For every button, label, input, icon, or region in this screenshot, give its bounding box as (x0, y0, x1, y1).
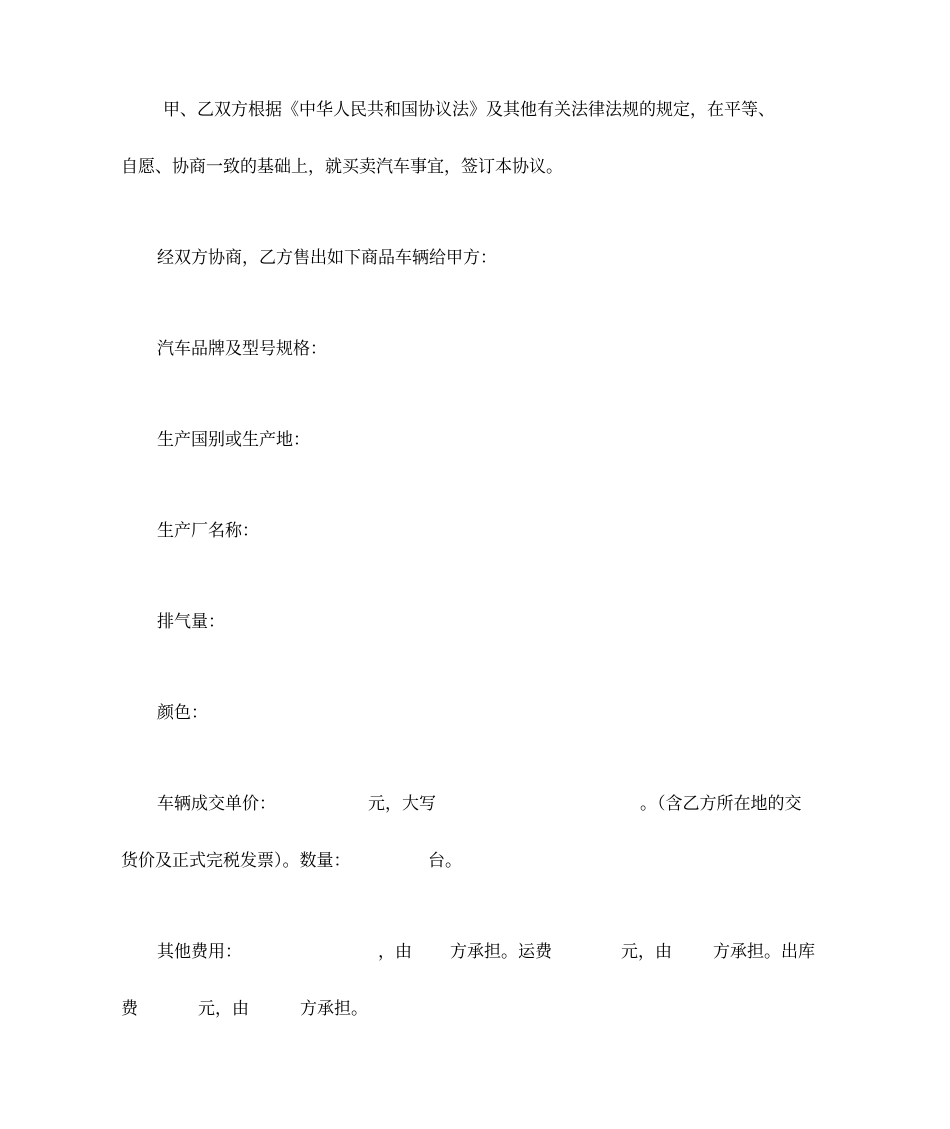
price-line-2 (0, 849, 950, 873)
document-page: 甲、乙双方根据《中华人民共和国协议法》及其他有关法律法规的规定，在平等、 自愿、协商一致的基础上，就买卖汽车事宜，签订本协议。 经双方协商，乙方售出如下商品车辆给甲方： 汽车品牌及型号规格： 生产国别或生产地： 生产厂名称： 排气量： 颜色： 车辆成交单价： 元，大写 。（含乙方所在地的交 货价及正式完税发票）。数量： 台。 其他费用： ，由 方承担。运费 元，由 方承担。出库 费 元，由 方承担。 (0, 0, 950, 1129)
field-label: 排气量： (157, 612, 225, 632)
field-label: 生产厂名称： (157, 521, 259, 541)
price-label: 车辆成交单价： (157, 794, 276, 814)
field-label: 颜色： (157, 703, 208, 723)
price-unit-yuan: 元，大写 (368, 794, 436, 814)
fees-line-1: 其他费用： ，由 方承担。运费 元，由 方承担。出库 (157, 942, 815, 962)
price-note-start: 。（含乙方所在地的交 (640, 794, 802, 814)
field-label: 汽车品牌及型号规格： (157, 339, 327, 359)
price-line-1 (0, 792, 950, 816)
field-label: 生产国别或生产地： (157, 430, 310, 450)
fees-line-2: 费 元，由 方承担。 (121, 999, 368, 1019)
quantity-unit: 台。 (428, 851, 462, 871)
price-note-end: 货价及正式完税发票）。数量： (121, 851, 351, 871)
fees-label: 其他费用： (157, 942, 242, 962)
